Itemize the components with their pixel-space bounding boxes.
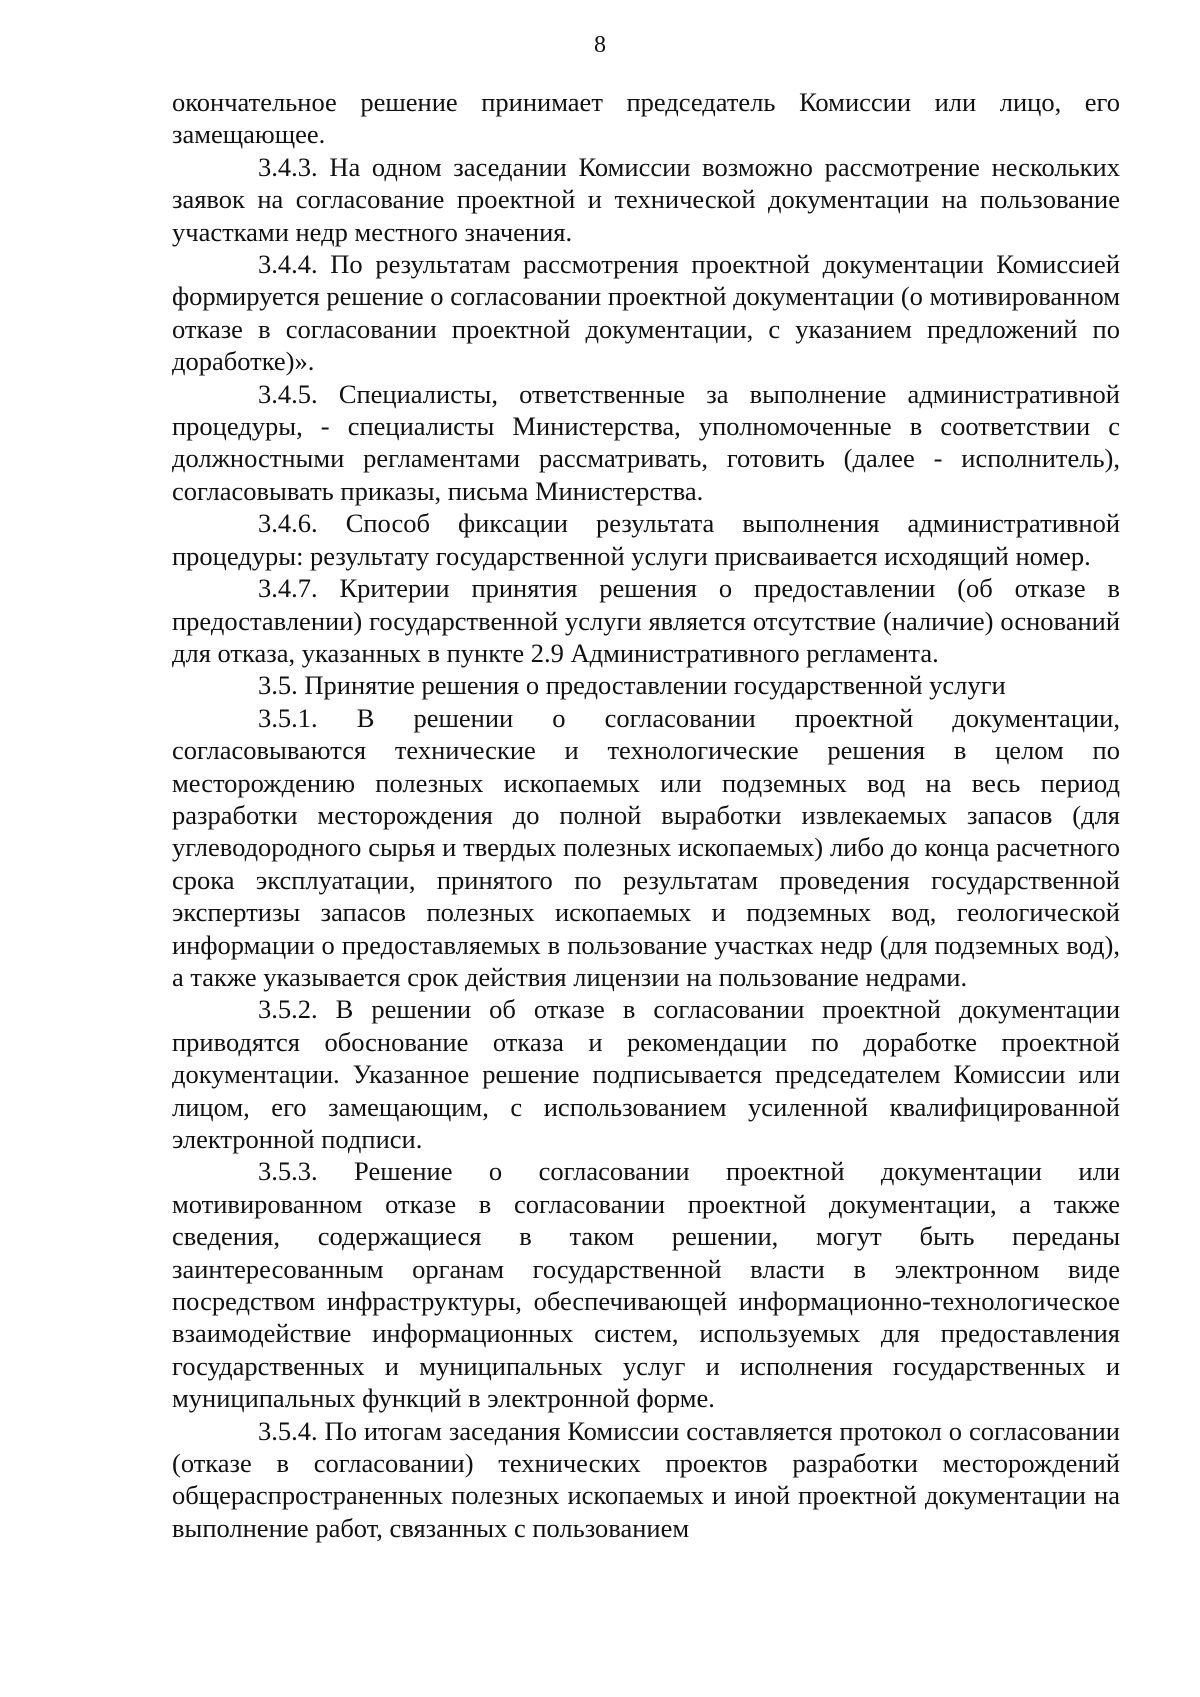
paragraph-3-4-3: 3.4.3. На одном заседании Комиссии возможно рассмотрение нескольких заявок на согласование проектной и технической документации на пользование участками недр местного значения.	[172, 151, 1120, 247]
paragraph-3-5-3: 3.5.3. Решение о согласовании проектной документации или мотивированном отказе в согласовании проектной документации, а также сведения, содержащиеся в таком решении, могут быть переданы заинтересованным органам государственной власти в электронном виде посредством инфраструктуры, обеспечивающей информационно-технологическое взаимодействие информационных систем, используемых для предоставления государственных и муниципальных услуг и исполнения государственных и муниципальных функций в электронной форме.	[172, 1156, 1120, 1414]
paragraph-3-5-2: 3.5.2. В решении об отказе в согласовании проектной документации приводятся обоснование отказа и рекомендации по доработке проектной документации. Указанное решение подписывается председателем Комиссии или лицом, его замещающим, с использованием усиленной квалифицированной электронной подписи.	[172, 994, 1120, 1154]
paragraph-3-5-4: 3.5.4. По итогам заседания Комиссии составляется протокол о согласовании (отказе в согласовании) технических проектов разработки месторождений общераспространенных полезных ископаемых и иной проектной документации на выполнение работ, связанных с пользованием	[172, 1415, 1120, 1543]
document-body	[172, 86, 1120, 1544]
paragraph-3-5-1: 3.5.1. В решении о согласовании проектной документации, согласовываются технические и технологические решения в целом по месторождению полезных ископаемых или подземных вод на весь период разработки месторождения до полной выработки извлекаемых запасов (для углеводородного сырья и твердых полезных ископаемых) либо до конца расчетного срока эксплуатации, принятого по результатам проведения государственной экспертизы запасов полезных ископаемых и подземных вод, геологической информации о предоставляемых в пользование участках недр (для подземных вод), а также указывается срок действия лицензии на пользование недрами.	[172, 702, 1120, 992]
paragraph-3-4-5: 3.4.5. Специалисты, ответственные за выполнение административной процедуры, - специалисты Министерства, уполномоченные в соответствии с должностными регламентами рассматривать, готовить (далее - исполнитель), согласовывать приказы, письма Министерства.	[172, 378, 1120, 506]
paragraph-3-4-4: 3.4.4. По результатам рассмотрения проектной документации Комиссией формируется решение о согласовании проектной документации (о мотивированном отказе в согласовании проектной документации, с указанием предложений по доработке)».	[172, 249, 1120, 377]
paragraph-3-4-7: 3.4.7. Критерии принятия решения о предоставлении (об отказе в предоставлении) государственной услуги является отсутствие (наличие) оснований для отказа, указанных в пункте 2.9 Административного регламента.	[172, 573, 1120, 668]
paragraph-3-4-6: 3.4.6. Способ фиксации результата выполнения административной процедуры: результату государственной услуги присваивается исходящий номер.	[172, 508, 1120, 571]
page-number: 8	[594, 32, 606, 58]
section-heading-3-5: 3.5. Принятие решения о предоставлении государственной услуги	[258, 670, 1006, 701]
paragraph-continuation: окончательное решение принимает председатель Комиссии или лицо, его замещающее.	[172, 87, 1120, 150]
